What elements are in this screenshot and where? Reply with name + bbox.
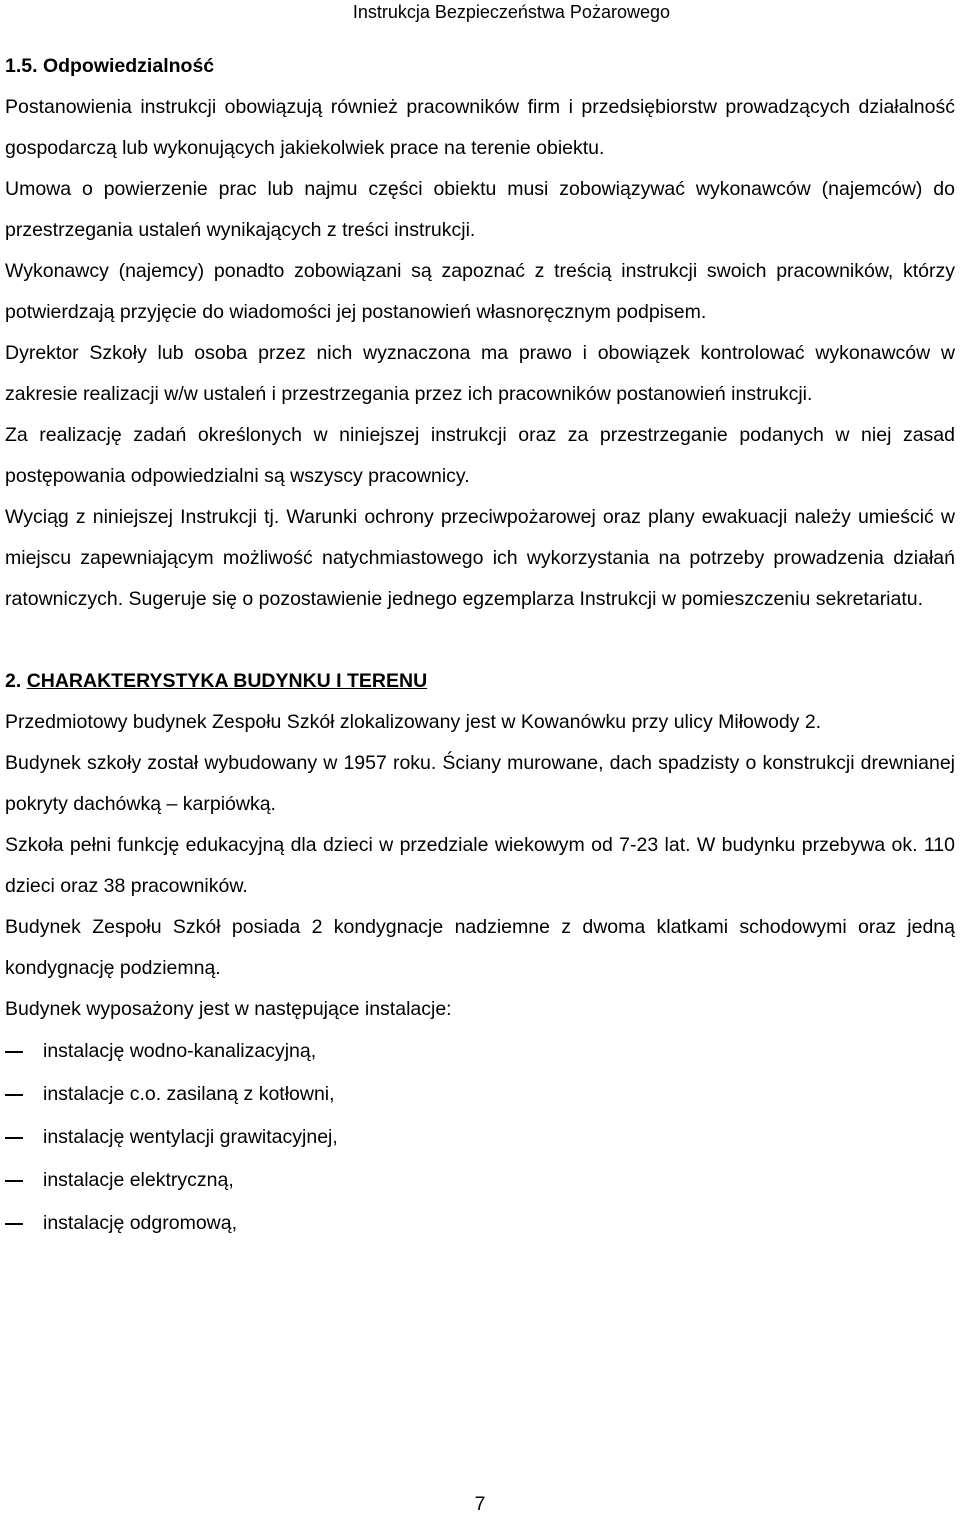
list-item	[5, 1116, 955, 1159]
list-item-text: instalację wentylacji grawitacyjnej,	[43, 1126, 338, 1148]
list-item-text: instalacje elektryczną,	[43, 1169, 234, 1191]
paragraph: Postanowienia instrukcji obowiązują również pracowników firm i przedsiębiorstw prowadzących działalność gospodarczą lub wykonujących jakiekolwiek prace na terenie obiektu.	[5, 96, 955, 159]
section-title: CHARAKTERYSTYKA BUDYNKU I TERENU	[26, 670, 428, 692]
section-heading-1-5: 1.5. Odpowiedzialność	[5, 55, 215, 77]
paragraph: Budynek szkoły został wybudowany w 1957 roku. Ściany murowane, dach spadzisty o konstrukcji drewnianej pokryty dachówką – karpiówką.	[5, 752, 955, 815]
paragraph: Budynek Zespołu Szkół posiada 2 kondygnacje nadziemne z dwoma klatkami schodowymi oraz jedną kondygnację podziemną.	[5, 916, 955, 979]
running-header: Instrukcja Bezpieczeństwa Pożarowego	[352, 2, 670, 22]
dash-bullet-icon	[5, 1223, 23, 1225]
paragraph: Przedmiotowy budynek Zespołu Szkół zlokalizowany jest w Kowanówku przy ulicy Miłowody 2.	[5, 711, 822, 733]
list-item	[5, 1202, 955, 1245]
list-item-text: instalacje c.o. zasilaną z kotłowni,	[43, 1083, 335, 1105]
list-item-text: instalację wodno-kanalizacyjną,	[43, 1040, 317, 1062]
list-item	[5, 1073, 955, 1116]
paragraph: Szkoła pełni funkcję edukacyjną dla dzieci w przedziale wiekowym od 7-23 lat. W budynku przebywa ok. 110 dzieci oraz 38 pracowników.	[5, 834, 955, 897]
paragraph: Wykonawcy (najemcy) ponadto zobowiązani są zapoznać z treścią instrukcji swoich pracowników, którzy potwierdzają przyjęcie do wiadomości jej postanowień własnoręcznym podpisem.	[5, 260, 955, 323]
dash-bullet-icon	[5, 1051, 23, 1053]
list-item	[5, 1030, 955, 1073]
section-heading-2	[5, 661, 955, 702]
paragraph: Wyciąg z niniejszej Instrukcji tj. Warunki ochrony przeciwpożarowej oraz plany ewakuacji należy umieścić w miejscu zapewniającym możliwość natychmiastowego ich wykorzystania na potrzeby prowadzenia działań ratowniczych. Sugeruje się o pozostawienie jednego egzemplarza Instrukcji w pomieszczeniu sekretariatu.	[5, 506, 955, 610]
paragraph: Dyrektor Szkoły lub osoba przez nich wyznaczona ma prawo i obowiązek kontrolować wykonawców w zakresie realizacji w/w ustaleń i przestrzegania przez ich pracowników postanowień instrukcji.	[5, 342, 955, 405]
dash-bullet-icon	[5, 1137, 23, 1139]
dash-bullet-icon	[5, 1094, 23, 1096]
list-item	[5, 1159, 955, 1202]
document-body	[5, 46, 955, 1245]
paragraph: Budynek wyposażony jest w następujące instalacje:	[5, 998, 452, 1020]
page-number: 7	[474, 1493, 486, 1515]
paragraph: Za realizację zadań określonych w niniejszej instrukcji oraz za przestrzeganie podanych w niej zasad postępowania odpowiedzialni są wszyscy pracownicy.	[5, 424, 955, 487]
installations-list	[5, 1030, 955, 1245]
section-number: 2.	[5, 670, 22, 692]
dash-bullet-icon	[5, 1180, 23, 1182]
paragraph: Umowa o powierzenie prac lub najmu części obiektu musi zobowiązywać wykonawców (najemców) do przestrzegania ustaleń wynikających z treści instrukcji.	[5, 178, 955, 241]
list-item-text: instalację odgromową,	[43, 1212, 238, 1234]
